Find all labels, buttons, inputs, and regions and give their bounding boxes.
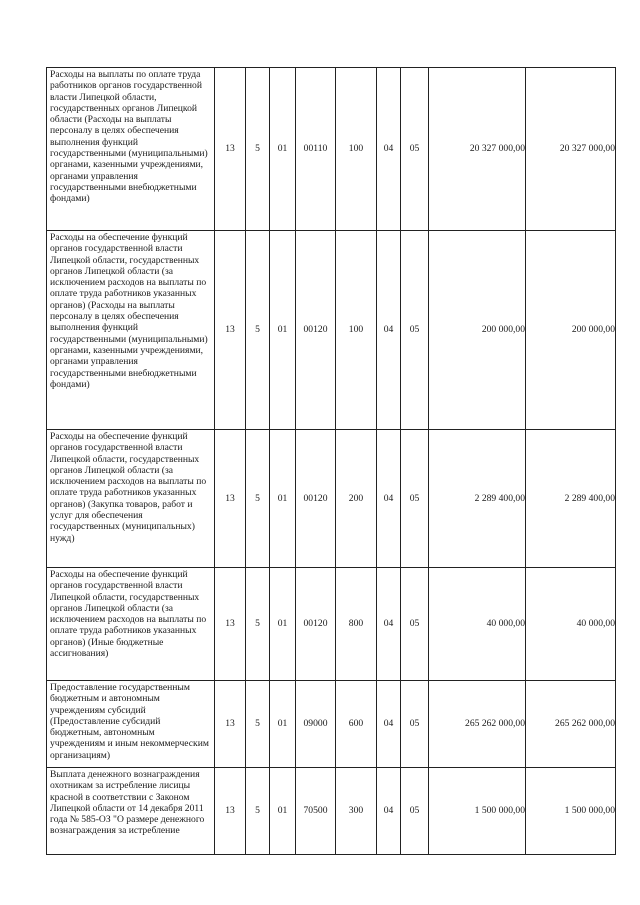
table-row <box>47 681 616 768</box>
code-cell: 200 <box>336 430 377 568</box>
amount-cell: 20 327 000,00 <box>429 68 526 231</box>
code-cell: 04 <box>377 231 401 430</box>
table-row <box>47 430 616 568</box>
code-cell: 09000 <box>296 681 336 768</box>
code-cell: 13 <box>215 568 246 681</box>
row-description: Расходы на обеспечение функций органов государственной власти Липецкой области, государственных органов Липецкой области (за исключением расходов на выплаты по оплате труда работников указанных органов) (Закупка товаров, работ и услуг для обеспечения государственных (муниципальных) нужд) <box>47 430 215 568</box>
amount-cell: 1 500 000,00 <box>429 768 526 855</box>
code-cell: 01 <box>270 68 296 231</box>
code-cell: 04 <box>377 68 401 231</box>
code-cell: 5 <box>246 681 270 768</box>
table-row <box>47 768 616 855</box>
code-cell: 800 <box>336 568 377 681</box>
code-cell: 100 <box>336 231 377 430</box>
code-cell: 04 <box>377 430 401 568</box>
amount-cell: 40 000,00 <box>526 568 616 681</box>
table-row <box>47 231 616 430</box>
code-cell: 13 <box>215 768 246 855</box>
code-cell: 5 <box>246 68 270 231</box>
code-cell: 05 <box>401 681 429 768</box>
amount-cell: 20 327 000,00 <box>526 68 616 231</box>
amount-cell: 265 262 000,00 <box>429 681 526 768</box>
amount-cell: 200 000,00 <box>429 231 526 430</box>
code-cell: 600 <box>336 681 377 768</box>
amount-cell: 2 289 400,00 <box>429 430 526 568</box>
code-cell: 01 <box>270 681 296 768</box>
amount-cell: 1 500 000,00 <box>526 768 616 855</box>
code-cell: 5 <box>246 768 270 855</box>
code-cell: 05 <box>401 68 429 231</box>
amount-cell: 265 262 000,00 <box>526 681 616 768</box>
code-cell: 5 <box>246 231 270 430</box>
code-cell: 04 <box>377 768 401 855</box>
code-cell: 04 <box>377 681 401 768</box>
code-cell: 00120 <box>296 430 336 568</box>
code-cell: 300 <box>336 768 377 855</box>
code-cell: 00110 <box>296 68 336 231</box>
code-cell: 01 <box>270 568 296 681</box>
code-cell: 70500 <box>296 768 336 855</box>
code-cell: 13 <box>215 68 246 231</box>
code-cell: 00120 <box>296 231 336 430</box>
table-row <box>47 568 616 681</box>
budget-table <box>46 67 616 855</box>
code-cell: 5 <box>246 568 270 681</box>
code-cell: 05 <box>401 568 429 681</box>
code-cell: 01 <box>270 768 296 855</box>
code-cell: 05 <box>401 430 429 568</box>
code-cell: 100 <box>336 68 377 231</box>
row-description: Расходы на обеспечение функций органов государственной власти Липецкой области, государственных органов Липецкой области (за исключением расходов на выплаты по оплате труда работников указанных органов) (Расходы на выплаты персоналу в целях обеспечения выполнения функций государственными (муниципальными) органами, казенными учреждениями, органами управления государственными внебюджетными фондами) <box>47 231 215 430</box>
code-cell: 13 <box>215 681 246 768</box>
amount-cell: 200 000,00 <box>526 231 616 430</box>
code-cell: 5 <box>246 430 270 568</box>
code-cell: 00120 <box>296 568 336 681</box>
code-cell: 05 <box>401 231 429 430</box>
amount-cell: 2 289 400,00 <box>526 430 616 568</box>
code-cell: 05 <box>401 768 429 855</box>
table-row <box>47 68 616 231</box>
amount-cell: 40 000,00 <box>429 568 526 681</box>
code-cell: 13 <box>215 231 246 430</box>
row-description: Выплата денежного вознаграждения охотникам за истребление лисицы красной в соответствии с Законом Липецкой области от 14 декабря 2011 года № 585-ОЗ "О размере денежного вознаграждения за истребление <box>47 768 215 855</box>
code-cell: 01 <box>270 430 296 568</box>
row-description: Расходы на обеспечение функций органов государственной власти Липецкой области, государственных органов Липецкой области (за исключением расходов на выплаты по оплате труда работников указанных органов) (Иные бюджетные ассигнования) <box>47 568 215 681</box>
code-cell: 01 <box>270 231 296 430</box>
code-cell: 13 <box>215 430 246 568</box>
row-description: Предоставление государственным бюджетным и автономным учреждениям субсидий (Предоставление субсидий бюджетным, автономным учреждениям и иным некоммерческим организациям) <box>47 681 215 768</box>
row-description: Расходы на выплаты по оплате труда работников органов государственной власти Липецкой области, государственных органов Липецкой области (Расходы на выплаты персоналу в целях обеспечения выполнения функций государственными (муниципальными) органами, казенными учреждениями, органами управления государственными внебюджетными фондами) <box>47 68 215 231</box>
code-cell: 04 <box>377 568 401 681</box>
